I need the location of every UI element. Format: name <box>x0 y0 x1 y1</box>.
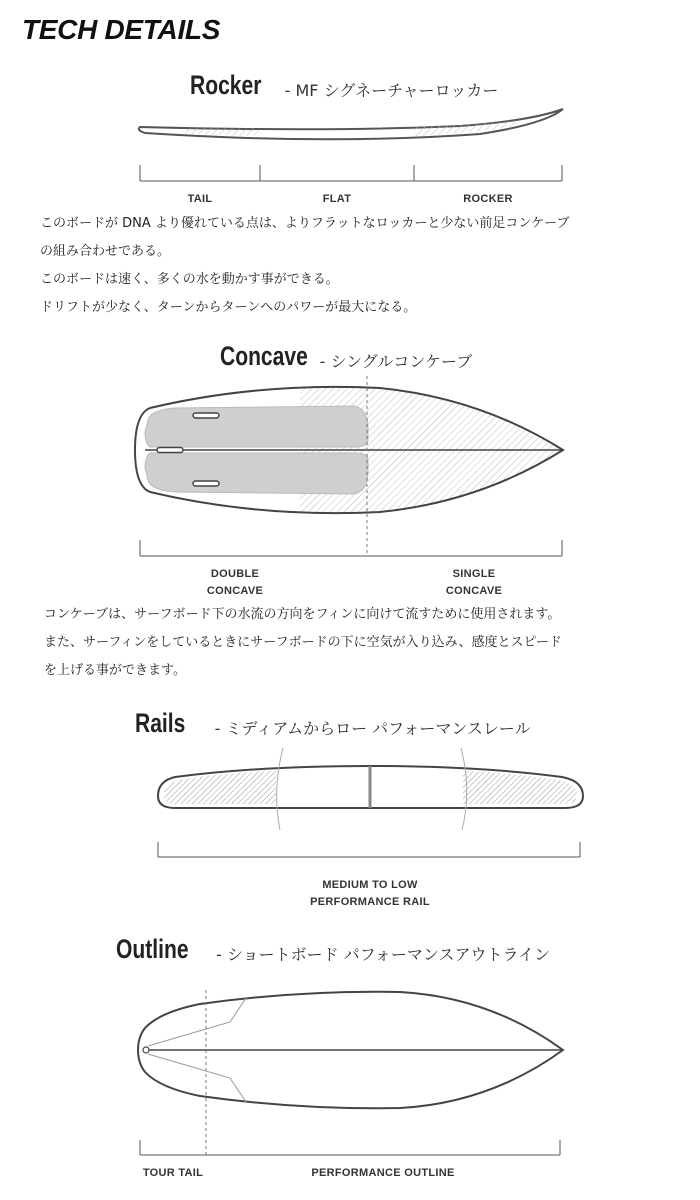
rocker-desc-line: このボードが DNA より優れている点は、よりフラットなロッカーと少ない前足コンケーブ <box>40 216 570 231</box>
concave-desc-line: コンケーブは、サーフボード下の水流の方向をフィンに向けて流すために使用されます。 <box>44 607 561 622</box>
concave-desc-line: を上げる事ができます。 <box>44 663 186 678</box>
rails-subtitle: - ミディアムからロー パフォーマンスレール <box>214 719 531 738</box>
rails-title: Rails <box>135 708 186 738</box>
concave-title: Concave <box>220 341 308 371</box>
rocker-title: Rocker <box>190 70 262 100</box>
outline-bracket <box>140 1140 560 1155</box>
rocker-label-rocker: ROCKER <box>463 193 513 205</box>
rocker-subtitle: - MF シグネーチャーロッカー <box>284 81 499 100</box>
rocker-label-tail: TAIL <box>187 193 213 205</box>
rocker-desc-line: このボードは速く、多くの水を動かす事ができる。 <box>40 272 339 287</box>
double-label-line2: CONCAVE <box>206 585 264 597</box>
outline-label-tour-tail: TOUR TAIL <box>142 1167 204 1179</box>
outline-title: Outline <box>116 934 189 964</box>
outline-subtitle: - ショートボード パフォーマンスアウトライン <box>216 945 550 964</box>
rocker-desc-line: の組み合わせである。 <box>40 244 171 259</box>
leash-plug-icon <box>143 1047 149 1053</box>
concave-subtitle: - シングルコンケーブ <box>319 352 473 371</box>
rails-label-line2: PERFORMANCE RAIL <box>310 896 430 908</box>
rocker-desc-line: ドリフトが少なく、ターンからターンへのパワーが最大になる。 <box>40 300 417 315</box>
rocker-label-flat: FLAT <box>322 193 352 205</box>
single-label-line1: SINGLE <box>452 568 496 580</box>
rails-label-line1: MEDIUM TO LOW <box>322 879 418 891</box>
page-title: TECH DETAILS <box>22 14 221 45</box>
single-label-line2: CONCAVE <box>445 585 503 597</box>
outline-label-performance: PERFORMANCE OUTLINE <box>311 1167 455 1179</box>
concave-desc-line: また、サーフィンをしているときにサーフボードの下に空気が入り込み、感度とスピード <box>44 635 562 650</box>
double-label-line1: DOUBLE <box>210 568 260 580</box>
